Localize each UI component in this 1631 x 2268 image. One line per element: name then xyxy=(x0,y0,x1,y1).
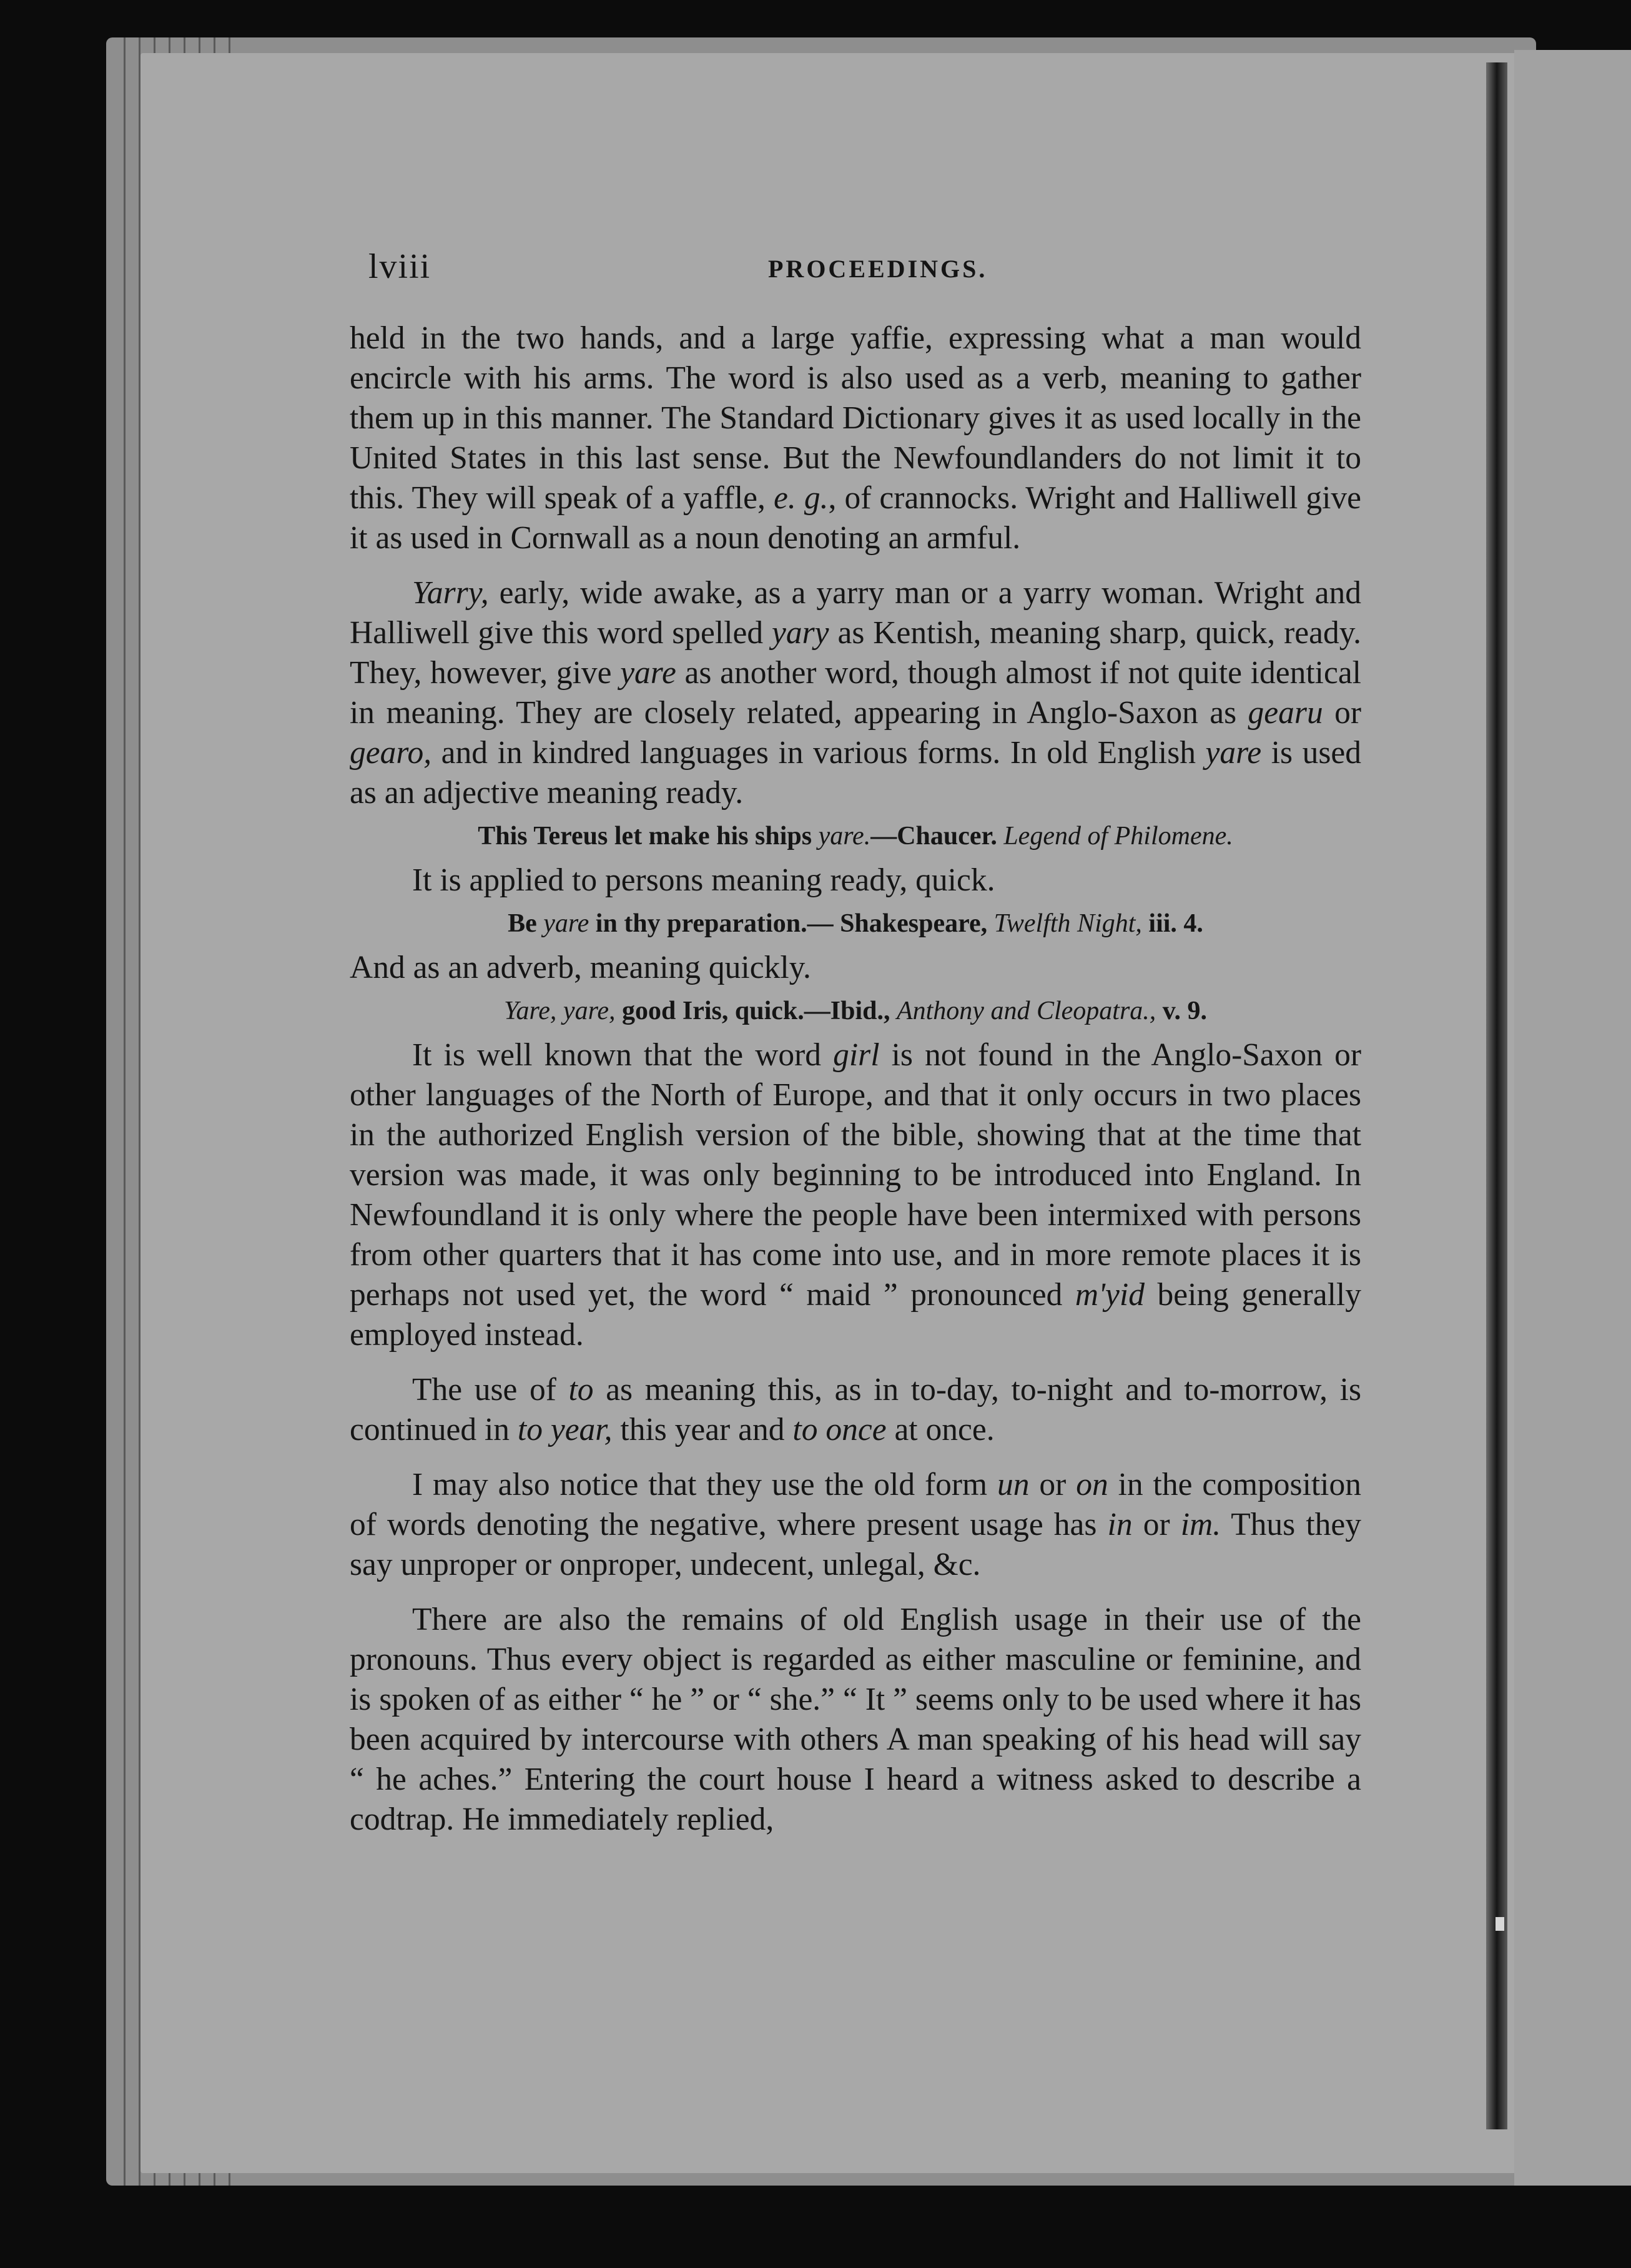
paragraph xyxy=(350,318,1361,558)
italic-text: yare xyxy=(543,909,589,938)
text-run: as meaning this, as in to-day, to-night and to-morrow, is continued in xyxy=(350,1372,1361,1447)
italic-text: on xyxy=(1076,1467,1108,1502)
text-run: I may also notice that they use the old form xyxy=(412,1467,997,1502)
text-run: as Kentish, meaning sharp, quick, ready. They, however, give xyxy=(350,615,1361,691)
facing-page-edge xyxy=(1514,50,1631,2186)
block-quote xyxy=(350,817,1361,855)
italic-text: to once xyxy=(792,1412,887,1447)
text-run: good Iris, quick.—Ibid., xyxy=(615,997,897,1025)
italic-text: im. xyxy=(1180,1507,1221,1542)
text-run: or xyxy=(1132,1507,1181,1542)
text-run: this year and xyxy=(612,1412,793,1447)
block-quote xyxy=(350,904,1361,943)
book-gutter xyxy=(1486,62,1507,2129)
italic-text: m'yid xyxy=(1075,1277,1145,1313)
text-run: , of crannocks. Wright and Halliwell give it as used in Cornwall as a noun denoting an armful. xyxy=(350,480,1362,556)
running-title: PROCEEDINGS. xyxy=(768,255,988,283)
page-header xyxy=(368,247,1380,297)
italic-text: Yare, yare, xyxy=(504,997,616,1025)
paragraph xyxy=(350,573,1361,813)
text-run: as another word, though almost if not quite identical in meaning. They are closely related, appearing in Anglo-Saxon as xyxy=(350,655,1361,731)
italic-text: girl xyxy=(833,1037,880,1073)
italic-text: Anthony and Cleopatra., xyxy=(896,997,1156,1025)
text-run: It is applied to persons meaning ready, quick. xyxy=(412,862,995,898)
text-run: being generally employed instead. xyxy=(350,1277,1361,1353)
text-run: at once. xyxy=(886,1412,995,1447)
italic-text: in xyxy=(1107,1507,1133,1542)
text-run: is used as an adjective meaning ready. xyxy=(350,735,1361,811)
italic-text: yare xyxy=(620,655,676,691)
text-run: early, wide awake, as a yarry man or a yarry woman. Wright and Halliwell give this word spelled xyxy=(350,575,1361,651)
text-run: in the composition of words denoting the negative, where present usage has xyxy=(350,1467,1361,1542)
italic-text: Twelfth Night, xyxy=(993,909,1142,938)
paragraph xyxy=(350,1370,1361,1450)
italic-text: yary xyxy=(772,615,829,651)
italic-text: gearu xyxy=(1248,695,1323,731)
italic-text: e. g. xyxy=(774,480,829,516)
italic-text: Yarry, xyxy=(412,575,489,611)
italic-text: to year, xyxy=(517,1412,613,1447)
page-number: lviii xyxy=(368,247,431,286)
text-run: And as an adverb, meaning quickly. xyxy=(350,950,811,985)
text-run: Be xyxy=(508,909,544,938)
text-run: or xyxy=(1029,1467,1077,1502)
italic-text: to xyxy=(568,1372,594,1408)
text-run: and in kindred languages in various forms. In old English xyxy=(431,735,1206,771)
text-run: or xyxy=(1323,695,1361,731)
italic-text: yare. xyxy=(818,822,871,850)
block-quote xyxy=(350,992,1361,1030)
italic-text: gearo, xyxy=(350,735,432,771)
paragraph xyxy=(350,1035,1361,1355)
paragraph xyxy=(350,860,1361,900)
paragraph xyxy=(350,1600,1361,1840)
text-run: —Chaucer. xyxy=(870,822,1004,850)
text-run: The use of xyxy=(412,1372,569,1408)
text-run: It is well known that the word xyxy=(412,1037,834,1073)
text-run: This Tereus let make his ships xyxy=(478,822,819,850)
text-run: held in the two hands, and a large yaffie, expressing what a man would encircle with his arms. The word is also used as a verb, meaning to gather them up in this manner. The Standard Dictionary gives it as used locally in the United States in this last sense. But the Newfoundlanders do not limit it to this. They will speak of a yaffle, xyxy=(350,320,1361,516)
text-run: Thus they say unproper or onproper, undecent, unlegal, &c. xyxy=(350,1507,1361,1582)
paragraph xyxy=(350,948,1361,988)
text-run: There are also the remains of old English usage in their use of the pronouns. Thus every object is regarded as either masculine or feminine, and is spoken of as either “ he ” or “ she.” “ It ” seems only to be used where it has been acquired by intercourse with others A man speaking of his head will say “ he aches.” Entering the court house I heard a witness asked to describe a codtrap. He immediately replied, xyxy=(350,1602,1361,1837)
italic-text: yare xyxy=(1205,735,1262,771)
italic-text: un xyxy=(997,1467,1030,1502)
text-run: is not found in the Anglo-Saxon or other languages of the North of Europe, and that it only occurs in two places in the authorized English version of the bible, showing that at the time that version was made, it was only beginning to be introduced into England. In Newfoundland it is only where the people have been intermixed with persons from other quarters that it has come into use, and in more remote places it is perhaps not used yet, the word “ maid ” pronounced xyxy=(350,1037,1361,1313)
italic-text: Legend of Philomene. xyxy=(1003,822,1233,850)
scan-speck xyxy=(1495,1917,1504,1931)
body-text xyxy=(350,318,1361,1840)
text-run: in thy preparation.— Shakespeare, xyxy=(589,909,994,938)
paragraph xyxy=(350,1465,1361,1585)
page-edge xyxy=(124,37,126,2186)
text-run: v. 9. xyxy=(1156,997,1207,1025)
text-run: iii. 4. xyxy=(1141,909,1203,938)
